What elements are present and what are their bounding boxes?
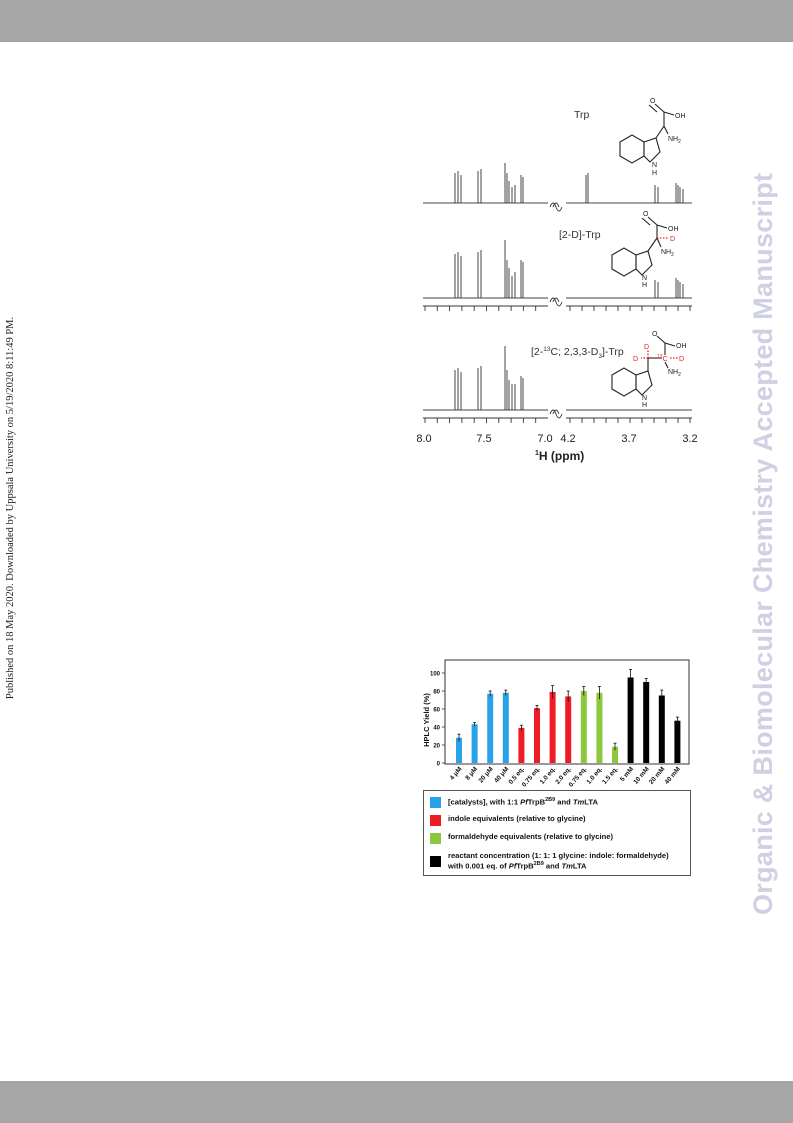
x-tick-label: 40 μM <box>493 765 511 785</box>
x-tick-labels <box>449 766 682 789</box>
nmr-x-tick-label: 7.5 <box>476 433 492 445</box>
bar <box>534 708 540 763</box>
svg-text:OH: OH <box>668 226 679 233</box>
bar <box>659 696 665 764</box>
y-tick-label: 100 <box>429 671 440 678</box>
legend-item-indole: indole equivalents (relative to glycine) <box>430 814 680 826</box>
x-tick-label: 20 mM <box>647 765 667 786</box>
svg-text:OH: OH <box>675 113 686 120</box>
bar <box>674 721 680 763</box>
svg-text:N: N <box>642 275 648 282</box>
svg-text:NH2: $NH_2$ <box>668 369 681 378</box>
bar <box>565 696 571 763</box>
bar <box>472 724 478 763</box>
x-tick-label: 2.0 eq. <box>554 765 573 786</box>
bar <box>503 693 509 763</box>
bar <box>628 678 634 764</box>
legend-swatch-blue <box>430 797 441 808</box>
svg-text:D: D <box>679 356 685 363</box>
nmr-axis-label: $^1$H (ppm) <box>535 449 585 463</box>
y-tick-label: 0 <box>436 761 440 768</box>
svg-text:O: O <box>643 211 649 218</box>
x-tick-label: 20 μM <box>477 765 495 785</box>
bar-marks <box>456 669 680 763</box>
svg-text:D: D <box>670 236 676 243</box>
chart-legend <box>423 790 691 876</box>
bar <box>596 693 602 763</box>
nmr-x-tick-label: 8.0 <box>416 433 432 445</box>
x-tick-label: 1.0 eq. <box>538 765 558 786</box>
bar <box>550 692 556 763</box>
journal-watermark: Organic & Biomolecular Chemistry Accepted Manuscript <box>748 172 778 915</box>
y-tick-label: 80 <box>433 689 440 696</box>
bar <box>518 728 524 763</box>
legend-item-formaldehyde: formaldehyde equivalents (relative to glycine) <box>430 832 680 844</box>
legend-swatch-black <box>430 856 441 867</box>
svg-text:13C: $^{13}$C <box>657 354 668 363</box>
x-tick-label: 0.75 eq. <box>567 765 589 789</box>
bar <box>487 694 493 763</box>
nmr-x-tick-label: 3.2 <box>682 433 698 445</box>
svg-text:NH2: $NH_2$ <box>661 249 674 258</box>
legend-item-catalysts: [catalysts], with 1:1 PfTrpB$^{2B9}$ and TmLTA <box>430 796 680 808</box>
x-tick-label: 1.0 eq. <box>585 765 604 786</box>
x-tick-label: 0.5 eq. <box>507 765 526 786</box>
svg-text:O: O <box>650 98 656 105</box>
x-tick-label: 4 μM <box>448 765 464 782</box>
bar <box>643 682 649 763</box>
svg-text:H: H <box>642 282 648 289</box>
nmr-x-tick-label: 4.2 <box>560 433 576 445</box>
x-tick-label: 8 μM <box>464 765 480 782</box>
legend-item-concentration: reactant concentration (1: 1: 1 glycine: indole: formaldehyde) with 0.001 eq. of PfTrpB$^{2B9}$ and TmLTA <box>430 851 680 871</box>
x-tick-label: 0.75 eq. <box>520 765 542 789</box>
svg-text:H: H <box>652 170 658 177</box>
y-tick-label: 20 <box>433 743 440 750</box>
svg-text:N: N <box>652 162 658 169</box>
y-tick-label: 60 <box>433 707 440 714</box>
svg-text:OH: OH <box>676 343 687 350</box>
legend-swatch-red <box>430 815 441 826</box>
y-ticks <box>430 672 445 768</box>
legend-swatch-green <box>430 833 441 844</box>
x-tick-label: 5 mM <box>619 765 636 784</box>
svg-text:O: O <box>652 331 658 338</box>
y-tick-label: 40 <box>433 725 440 732</box>
svg-text:N: N <box>642 395 648 402</box>
x-tick-label: 40 mM <box>663 765 682 786</box>
bar <box>581 691 587 763</box>
svg-text:NH2: $NH_2$ <box>668 136 681 145</box>
svg-text:D: D <box>644 344 650 351</box>
footer-band <box>0 1081 793 1123</box>
nmr-x-tick-label: 7.0 <box>537 433 553 445</box>
published-note: Published on 18 May 2020. Downloaded by Uppsala University on 5/19/2020 8:11:49 PM. <box>5 316 16 700</box>
bar <box>456 738 462 763</box>
x-tick-label: 10 mM <box>632 765 651 786</box>
spectrum-label-13c-trp: [2-$^{13}$C; $2,3,3-D_3$]-Trp <box>531 346 624 360</box>
y-axis-label: HPLC Yield (%) <box>422 693 431 747</box>
spectrum-label-2d-trp: [2-D]-Trp <box>559 229 601 241</box>
x-tick-label: 1.5 eq. <box>601 765 620 786</box>
svg-text:D: D <box>633 356 639 363</box>
nmr-x-tick-label: 3.7 <box>621 433 637 445</box>
spectrum-label-trp: Trp <box>574 109 590 121</box>
svg-text:H: H <box>642 402 648 409</box>
